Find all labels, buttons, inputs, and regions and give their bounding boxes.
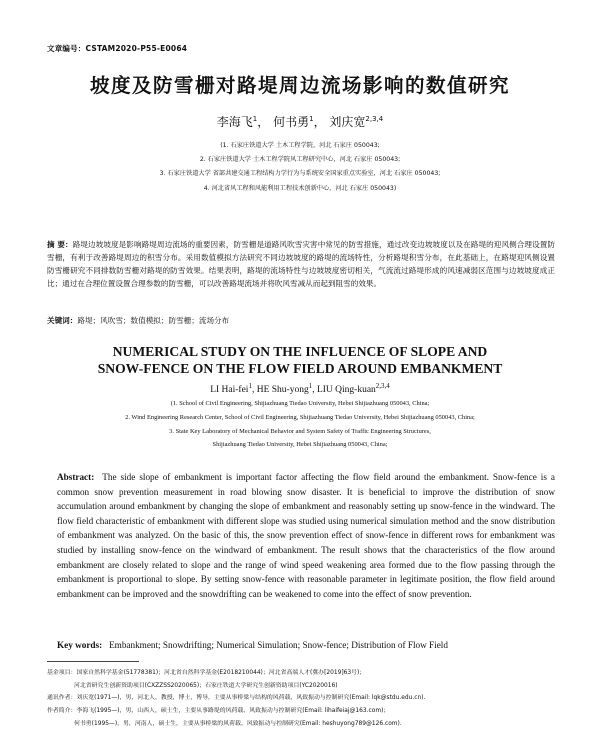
author-sup: 2,3,4 [365,115,384,123]
affiliation-en: (1. School of Civil Engineering, Shijiazhuang Tiedao University, Hebei Shijiazhuang 050043, China; [170,400,430,407]
affiliation-cn: 3. 石家庄铁道大学 省部共建交通工程结构力学行为与系统安全国家重点实验室，河北 石家庄 050043; [159,170,441,177]
keywords-en [57,640,555,650]
author-sup: 1 [309,115,314,123]
authors-cn: 李海飞$^1$， 何书勇$^1$， 刘庆宽$^{2,3,4}$ [216,115,384,129]
footnote-corresponding: 通讯作者：刘庆宽(1971—)，男，河北人，教授，博士，博导，主要从事桥梁与结构的风荷载、风致振动与控制研究(Email: lqk@stdu.edu.cn). [47,695,426,701]
author-sup: 1 [308,382,313,390]
abstract-cn-label: 摘 要： [47,240,73,249]
title-en [0,343,600,377]
keywords-en-label: Key words: [57,640,103,650]
footnote-bio: 作者简介：李海飞(1995—)，男，山西人，硕士生，主要从事路堤的风荷载、风致振动与控制研究(Email: lihaifeiaj@163.com)； [47,708,390,714]
affiliation-en: 2. Wind Engineering Research Center, School of Civil Engineering, Shijiazhuang Tiedao University, Hebei Shijiazhuang 050043, China; [125,414,475,421]
footnote-funding: 基金项目：国家自然科学基金(51778381)；河北省自然科学基金(E2018210044)；河北省高端人才(冀办[2019]63号)； [47,670,366,676]
keywords-cn [47,315,555,326]
footnote-divider [47,661,139,662]
article-number: 文章编号：CSTAM2020-P55-E0064 [47,44,188,53]
affiliation-en: Shijiazhuang Tiedao University, Hebei Shijiazhuang 050043, China; [212,441,388,448]
author-cn: 何书勇 [273,115,310,129]
keywords-cn-label: 关键词： [47,316,78,325]
authors-en: LI Hai-fei$^1$, HE Shu-yong$^1$, LIU Qing-kuan$^{2,3,4}$ [210,382,390,396]
keywords-en-text: Embankment; Snowdrifting; Numerical Simulation; Snow-fence; Distribution of Flow Field [109,640,448,650]
abstract-en-label: Abstract: [57,472,95,482]
author-cn: 李海飞 [216,115,253,129]
title-cn: 坡度及防雪栅对路堤周边流场影响的数值研究 [89,74,510,97]
affiliation-cn: 4. 河北省风工程和风能利用工程技术创新中心，河北 石家庄 050043) [203,185,397,192]
author-cn: 刘庆宽 [329,115,366,129]
title-en-line: SNOW-FENCE ON THE FLOW FIELD AROUND EMBANKMENT [97,361,503,376]
abstract-cn [47,238,555,290]
affiliation-cn: 2. 石家庄铁道大学 土木工程学院风工程研究中心，河北 石家庄 050043; [199,156,401,163]
title-en-line: NUMERICAL STUDY ON THE INFLUENCE OF SLOPE AND [112,344,488,359]
keywords-cn-text: 路堤；风吹雪；数值模拟；防雪栅；流场分布 [77,316,230,325]
author-en: LI Hai-fei [210,385,249,396]
author-en: LIU Qing-kuan [316,385,376,396]
author-sup: 1 [248,382,252,390]
abstract-en [57,470,555,601]
footnote-bio-cont: 何书勇(1995—)，男，河南人，硕士生，主要从事桥梁的风荷载、风致振动与控制研究(Email: heshuyong789@126.com). [74,721,402,727]
author-en: HE Shu-yong [256,385,309,396]
abstract-en-text: The side slope of embankment is important factor affecting the flow field around the embankment. Snow-fence is a common snow prevention measurement in road blowing snow disaster. It is beneficial to improve the distribution of snow accumulation around embankment by changing the slope of embankment and reasonably setting up snow-fence in the windward. The flow field characteristic of embankment with different slope was studied using numerical simulation method and the snow distribution of embankment was analyzed. On the basic of this, the snow prevention effect of snow-fence in different rows for embankment was studied by installing snow-fence on the windward of embankment. The result shows that the characteristics of the flow around embankment are closely related to slope and the range of wind speed weakening area formed due to the flow passing through the embankment is proportional to slope. By setting snow-fence with reasonable parameter in legitimate position, the flow field around embankment can be improved and the snowdrifting can be weakened to come into the effect of snow prevention. [57,472,556,599]
abstract-cn-text: 路堤边坡坡度是影响路堤周边流场的重要因素，防雪栅是道路风吹雪灾害中常见的防雪措施，通过改变边坡坡度以及在路堤的迎风侧合理设置防雪栅，有利于改善路堤周边的积雪分布。采用数值模拟方法研究不同边坡坡度的路堤的流场特性，分析路堤积雪分布，在此基础上，在路堤迎风侧设置防雪栅研究不同排数防雪栅对路堤的防雪效果。结果表明，路堤的流场特性与边坡坡度密切相关，气流流过路堤形成的风速减弱区范围与边坡坡度成正比；通过在合理位置设置合理参数的防雪栅，可以改善路堤流场并将吹风雪减从而起到阻雪的效果。 [47,240,555,289]
author-sup: 2,3,4 [375,382,390,390]
author-sup: 1 [252,115,258,123]
affiliation-en: 3. State Key Laboratory of Mechanical Behavior and System Safety of Traffic Engineering Structures, [169,428,431,435]
footnote-funding-cont: 河北省研究生创新资助项目(CXZZSS2020065)；石家庄铁道大学研究生创新资助项目(YC2020016) [74,683,338,689]
affiliation-cn: (1. 石家庄铁道大学 土木工程学院，河北 石家庄 050043; [220,142,380,149]
